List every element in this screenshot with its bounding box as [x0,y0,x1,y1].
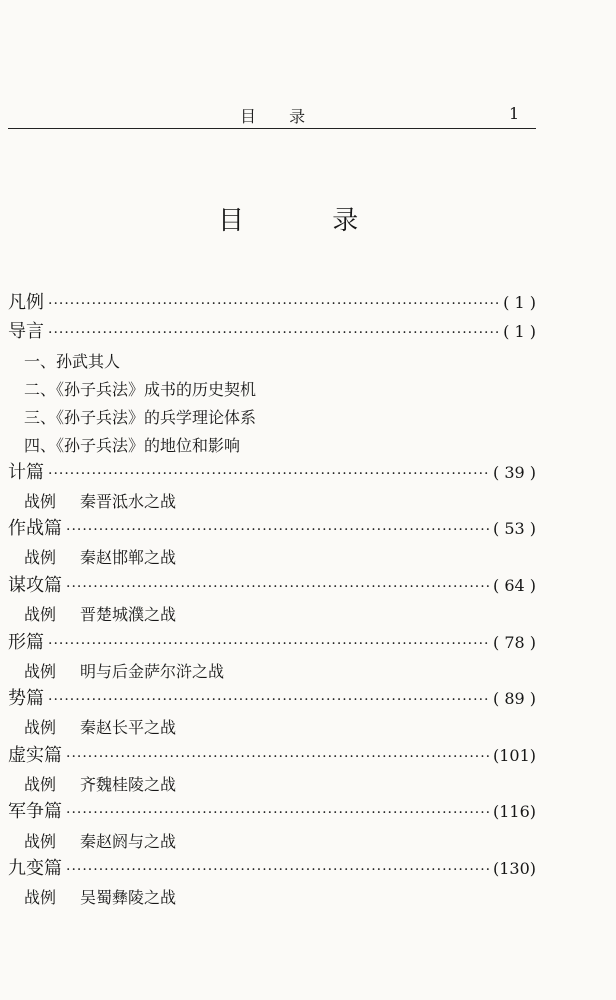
toc-entry-chapter[interactable] [8,630,536,656]
toc-entry-label: 作战篇 [8,518,62,539]
dot-leader [48,687,489,713]
dot-leader [48,291,499,317]
dot-leader [48,631,489,657]
toc-entry-chapter[interactable] [8,743,536,769]
header-title: 目 录 [240,107,320,126]
toc-entry-page: ( 1 ) [503,322,536,341]
example-name: 秦赵长平之战 [80,718,177,737]
toc-sub-entry[interactable]: 一、孙武其人 [24,352,121,371]
toc-entry-daoyan[interactable] [8,319,536,345]
toc-entry-page: ( 78 ) [492,633,536,652]
toc-entry-chapter[interactable] [8,460,536,486]
toc-entry-chapter[interactable] [8,856,536,882]
dot-leader [48,320,499,346]
dot-leader [66,857,489,883]
toc-entry-chapter[interactable] [8,573,536,599]
page-title: 目 录 [218,206,399,236]
dot-leader [66,800,489,826]
dot-leader [66,574,489,600]
toc-entry-label: 形篇 [8,632,44,653]
toc-battle-example[interactable] [24,772,176,798]
toc-entry-label: 凡例 [8,292,44,313]
toc-entry-label: 九变篇 [8,858,62,879]
toc-sub-entry[interactable]: 四、《孙子兵法》的地位和影响 [24,436,241,455]
toc-battle-example[interactable] [24,545,176,571]
example-kind: 战例 [24,718,57,737]
example-name: 秦晋泜水之战 [80,492,177,511]
toc-entry-page: (101) [492,746,536,765]
toc-battle-example[interactable] [24,715,176,741]
toc-entry-page: ( 64 ) [492,576,536,595]
example-kind: 战例 [24,605,57,624]
toc-battle-example[interactable] [24,602,176,628]
toc-entry-label: 军争篇 [8,801,62,822]
toc-entry-chapter[interactable] [8,516,536,542]
toc-battle-example[interactable] [24,885,176,911]
header-page-number: 1 [509,104,520,123]
example-name: 秦赵邯郸之战 [80,548,177,567]
toc-entry-label: 谋攻篇 [8,575,62,596]
dot-leader [66,517,489,543]
example-kind: 战例 [24,775,57,794]
toc-entry-fanli[interactable] [8,290,536,316]
example-name: 明与后金萨尔浒之战 [80,662,225,681]
toc-entry-page: (130) [492,859,536,878]
toc-battle-example[interactable] [24,829,176,855]
toc-entry-page: ( 1 ) [503,293,536,312]
example-name: 齐魏桂陵之战 [80,775,177,794]
example-name: 吴蜀彝陵之战 [80,888,177,907]
dot-leader [66,744,489,770]
example-kind: 战例 [24,888,57,907]
example-kind: 战例 [24,548,57,567]
toc-battle-example[interactable] [24,489,176,515]
example-kind: 战例 [24,492,57,511]
toc-sub-entry[interactable]: 二、《孙子兵法》成书的历史契机 [24,380,257,399]
toc-entry-page: (116) [492,802,536,821]
toc-entry-page: ( 89 ) [492,689,536,708]
toc-entry-chapter[interactable] [8,799,536,825]
toc-battle-example[interactable] [24,659,224,685]
toc-entry-label: 势篇 [8,688,44,709]
toc-entry-label: 计篇 [8,462,44,483]
example-name: 晋楚城濮之战 [80,605,177,624]
toc-entry-label: 导言 [8,321,44,342]
example-kind: 战例 [24,662,57,681]
dot-leader [48,461,489,487]
toc-entry-page: ( 39 ) [492,463,536,482]
toc-sub-entry[interactable]: 三、《孙子兵法》的兵学理论体系 [24,408,257,427]
toc-entry-page: ( 53 ) [492,519,536,538]
toc-entry-label: 虚实篇 [8,745,62,766]
toc-entry-chapter[interactable] [8,686,536,712]
example-kind: 战例 [24,832,57,851]
example-name: 秦赵阏与之战 [80,832,177,851]
